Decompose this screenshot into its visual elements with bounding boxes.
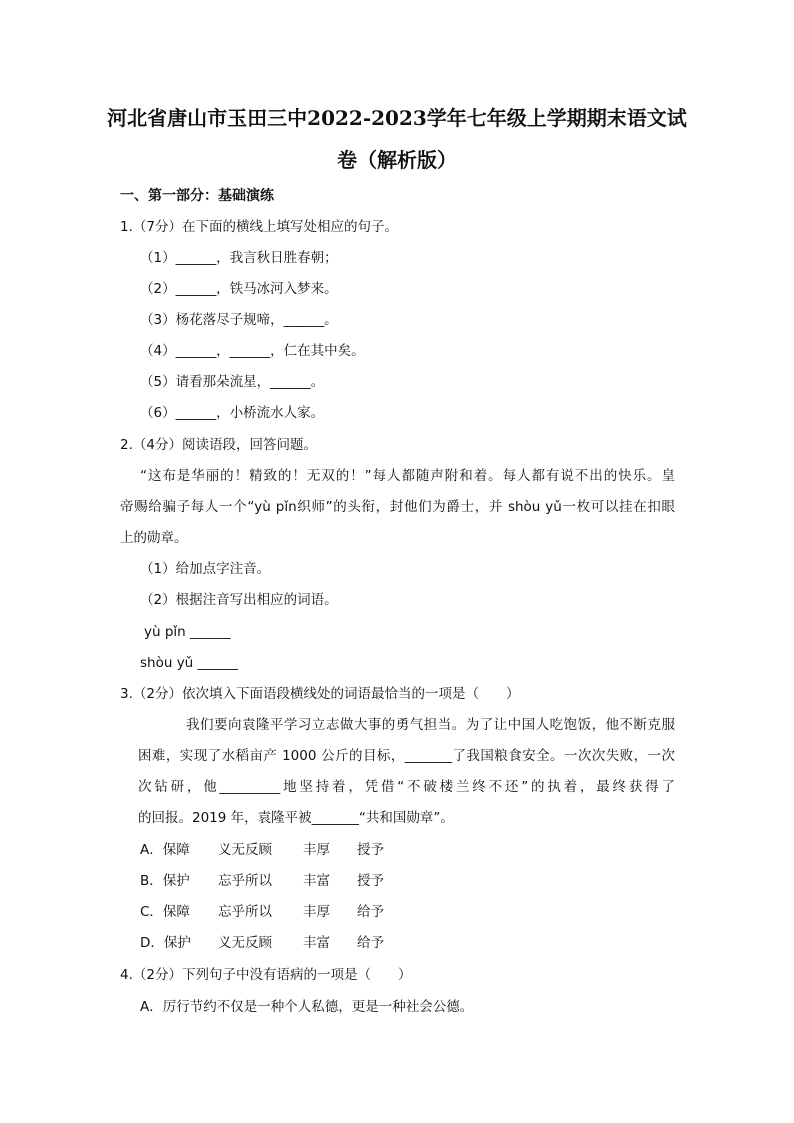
option-b-word-1: B．保护 (140, 873, 190, 889)
question-2-blank-2: shòu yǔ ______ (140, 655, 239, 671)
option-b-word-2: 忘乎所以 (218, 873, 272, 889)
question-1-item-4: （4）______，______，仁在其中矣。 (140, 343, 365, 359)
option-c-word-4: 给予 (357, 904, 384, 920)
option-a-word-4: 授予 (357, 842, 384, 858)
option-c-word-1: C．保障 (140, 904, 190, 920)
option-a-word-3: 丰厚 (303, 842, 330, 858)
question-4-option-a: A．厉行节约不仅是一种个人私德，更是一种社会公德。 (140, 999, 474, 1015)
option-d-word-1: D．保护 (140, 935, 191, 951)
question-2-passage-line-3: 上的勋章。 (120, 530, 188, 546)
option-d-word-3: 丰富 (303, 935, 330, 951)
question-1-item-3: （3）杨花落尽子规啼，______。 (140, 312, 338, 328)
question-1-item-1: （1）______，我言秋日胜春朝； (140, 250, 338, 266)
question-2-sub-2: （2）根据注音写出相应的词语。 (140, 592, 338, 608)
document-title-line-2: 卷（解析版） (337, 148, 457, 172)
question-1-item-5: （5）请看那朵流星，______。 (140, 374, 325, 390)
question-2-stem: 2.（4分）阅读语段，回答问题。 (120, 437, 317, 453)
question-1-stem: 1.（7分）在下面的横线上填写处相应的句子。 (120, 219, 398, 235)
question-4-stem: 4.（2分）下列句子中没有语病的一项是（ ） (120, 967, 412, 983)
option-d-word-4: 给予 (357, 935, 384, 951)
option-d-word-2: 义无反顾 (218, 935, 272, 951)
question-3-passage-line-4: 的回报。2019 年，袁隆平被_______“共和国勋章”。 (138, 810, 454, 826)
option-a-word-2: 义无反顾 (218, 842, 272, 858)
option-b-word-3: 丰富 (303, 873, 330, 889)
question-2-sub-1: （1）给加点字注音。 (140, 561, 271, 577)
option-b-word-4: 授予 (357, 873, 384, 889)
question-2-passage-line-2: 帝赐给骗子每人一个“yù pǐn织师”的头衔，封他们为爵士，并 shòu yǔ一枚可以挂在扣眼 (120, 499, 675, 515)
question-3-passage-line-1: 我们要向袁隆平学习立志做大事的勇气担当。为了让中国人吃饱饭，他不断克服 (186, 717, 675, 733)
document-title-line-1: 河北省唐山市玉田三中2022-2023学年七年级上学期期末语文试 (107, 106, 687, 130)
question-1-item-2: （2）______，铁马冰河入梦来。 (140, 281, 338, 297)
question-2-blank-1: yù pǐn ______ (144, 624, 231, 640)
option-c-word-2: 忘乎所以 (218, 904, 272, 920)
section-heading: 一、第一部分：基础演练 (120, 188, 274, 204)
question-1-item-6: （6）______，小桥流水人家。 (140, 405, 325, 421)
question-3-stem: 3.（2分）依次填入下面语段横线处的词语最恰当的一项是（ ） (120, 686, 520, 702)
option-c-word-3: 丰厚 (303, 904, 330, 920)
question-3-passage-line-2: 困难，实现了水稻亩产 1000 公斤的目标，_______了我国粮食安全。一次次失败，一次 (138, 748, 675, 764)
question-2-passage-line-1: “这布是华丽的！精致的！无双的！”每人都随声附和着。每人都有说不出的快乐。皇 (140, 468, 675, 484)
question-3-passage-line-3: 次钻研，他_________地坚持着，凭借“不破楼兰终不还”的执着，最终获得了 (138, 779, 675, 795)
option-a-word-1: A．保障 (140, 842, 190, 858)
